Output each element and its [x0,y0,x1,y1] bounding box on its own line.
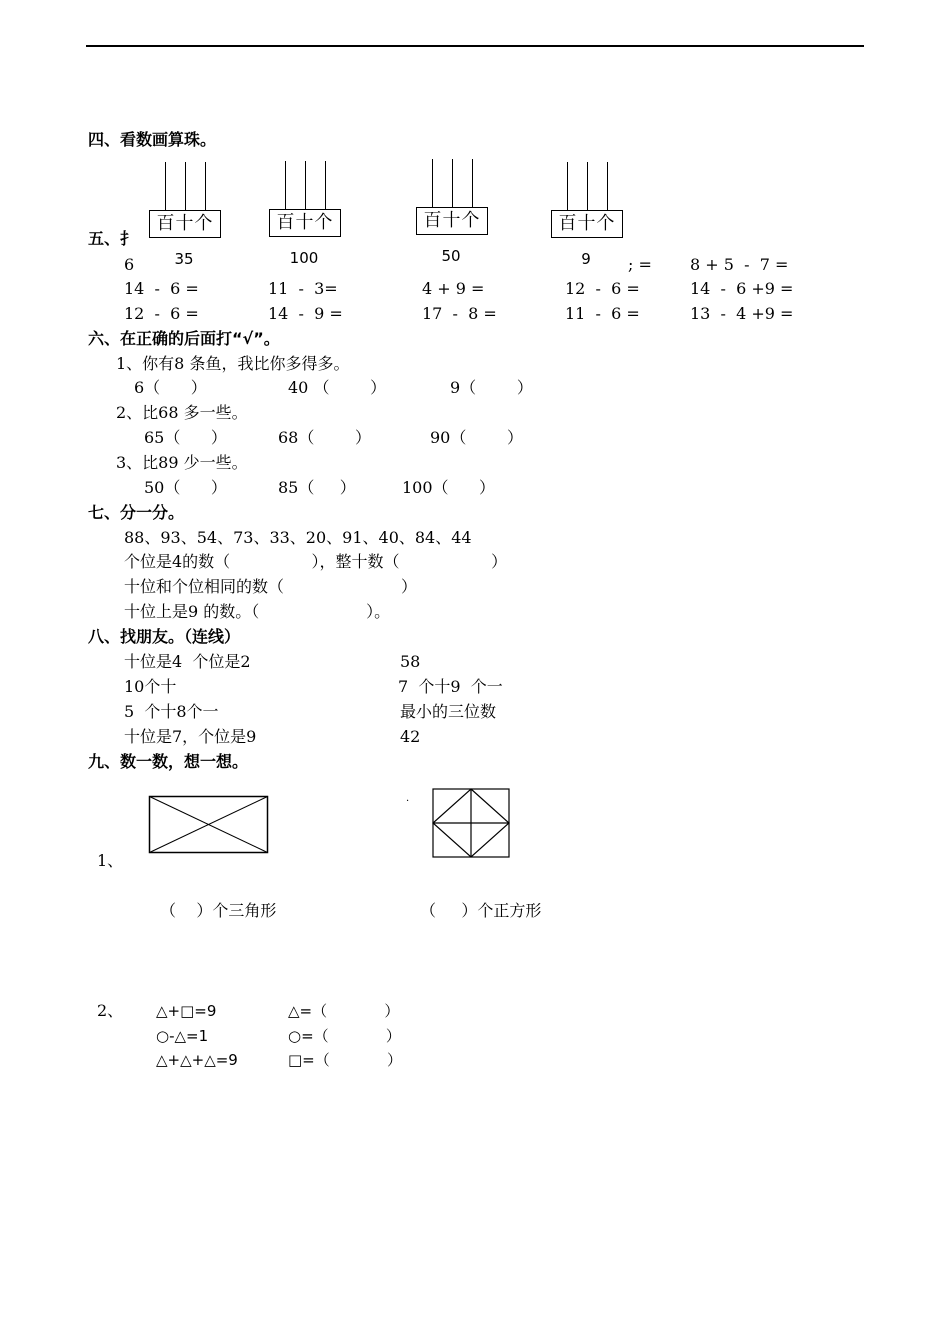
section-5-title: 五、扌 [88,229,137,248]
abacus-rod [325,161,326,211]
abacus-rod [472,159,473,209]
s8-right-item: 7 个十9 个一 [398,677,503,696]
s9-answer: △=（ ） [288,1002,400,1020]
s6-q2-option: 68（ ） [278,428,372,447]
s6-q2-option: 90（ ） [430,428,524,447]
abacus-number: 100 [289,249,319,267]
stray-dot: · [406,796,410,807]
calc-r3-c4: 11 - 6 = [565,304,640,323]
calc-r2-c3: 4 + 9 = [422,279,485,298]
calc-r1-c4: ; = [628,255,652,274]
calc-r3-c3: 17 - 8 = [422,304,497,323]
s8-right-item: 58 [400,652,421,671]
section-8-title: 八、找朋友。（连线） [88,627,241,646]
s8-left-item: 5 个十8个一 [124,702,219,721]
s9-equation: △+△+△=9 [156,1051,238,1069]
abacus-number: 9 [581,250,591,268]
abacus-rod [285,161,286,211]
calc-r3-c1: 12 - 6 = [124,304,199,323]
abacus-rod [205,162,206,212]
calc-r2-c5: 14 - 6 +9 = [690,279,794,298]
s8-left-item: 10个十 [124,677,177,696]
s9-equation: △+□=9 [156,1002,217,1020]
s6-question-1: 1、你有8 条鱼，我比你多得多。 [116,354,350,373]
abacus-rod [305,161,306,211]
abacus-4 [551,162,625,268]
s7-question-1: 个位是4的数（ ），整十数（ ） [124,552,508,571]
s9-equation: ○-△=1 [156,1027,209,1045]
abacus-rod [185,162,186,212]
calc-r2-c1: 14 - 6 = [124,279,199,298]
s6-q3-option: 50（ ） [144,478,227,497]
abacus-base-label: 百十个 [269,209,341,237]
abacus-3 [416,159,490,265]
s7-number-list: 88、93、54、73、33、20、91、40、84、44 [124,528,472,547]
abacus-rod [587,162,588,212]
s9-square-count: （ ）个正方形 [420,901,542,920]
s6-q1-option: 40 （ ） [288,378,387,397]
s8-left-item: 十位是7，个位是9 [124,727,257,746]
calc-r3-c5: 13 - 4 +9 = [690,304,794,323]
s6-q1-option: 6（ ） [134,378,207,397]
abacus-base-label: 百十个 [149,210,221,238]
s8-right-item: 最小的三位数 [400,702,497,721]
abacus-rod [432,159,433,209]
abacus-base-label: 百十个 [416,207,488,235]
abacus-1 [149,162,223,268]
abacus-base-label: 百十个 [551,210,623,238]
calc-r1-c1: 6 [124,255,135,274]
calc-r1-c5: 8 + 5 - 7 = [690,255,789,274]
abacus-rod [567,162,568,212]
abacus-number: 50 [441,247,461,265]
s6-q2-option: 65（ ） [144,428,227,447]
s8-right-item: 42 [400,727,421,746]
abacus-2 [269,161,343,267]
calc-r2-c4: 12 - 6 = [565,279,640,298]
s7-question-2: 十位和个位相同的数（ ） [124,577,417,596]
abacus-number: 35 [174,250,194,268]
s7-question-3: 十位上是9 的数。（ ）。 [124,602,391,621]
s8-left-item: 十位是4 个位是2 [124,652,251,671]
s9-triangle-count: （ ）个三角形 [160,901,277,920]
section-4-title: 四、看数画算珠。 [88,130,217,149]
s6-question-3: 3、比89 少一些。 [116,453,248,472]
abacus-rod [607,162,608,212]
abacus-rod [165,162,166,212]
section-9-title: 九、数一数，想一想。 [88,752,249,771]
abacus-rod [452,159,453,209]
s9-answer: □=（ ） [288,1051,402,1069]
s6-q3-option: 85（ ） [278,478,356,497]
s9-answer: ○=（ ） [288,1027,401,1045]
calc-r2-c2: 11 - 3= [268,279,338,298]
header-rule [86,45,864,47]
square-with-diamond-figure [432,788,512,860]
rectangle-with-diagonals-figure [148,795,270,855]
section-6-title: 六、在正确的后面打“√”。 [88,329,280,348]
s6-q1-option: 9（ ） [450,378,533,397]
s9-part-2-number: 2、 [97,1001,124,1020]
s6-question-2: 2、比68 多一些。 [116,403,248,422]
s9-part-1-number: 1、 [97,851,124,870]
calc-r3-c2: 14 - 9 = [268,304,343,323]
s6-q3-option: 100（ ） [402,478,496,497]
section-7-title: 七、分一分。 [88,503,185,522]
